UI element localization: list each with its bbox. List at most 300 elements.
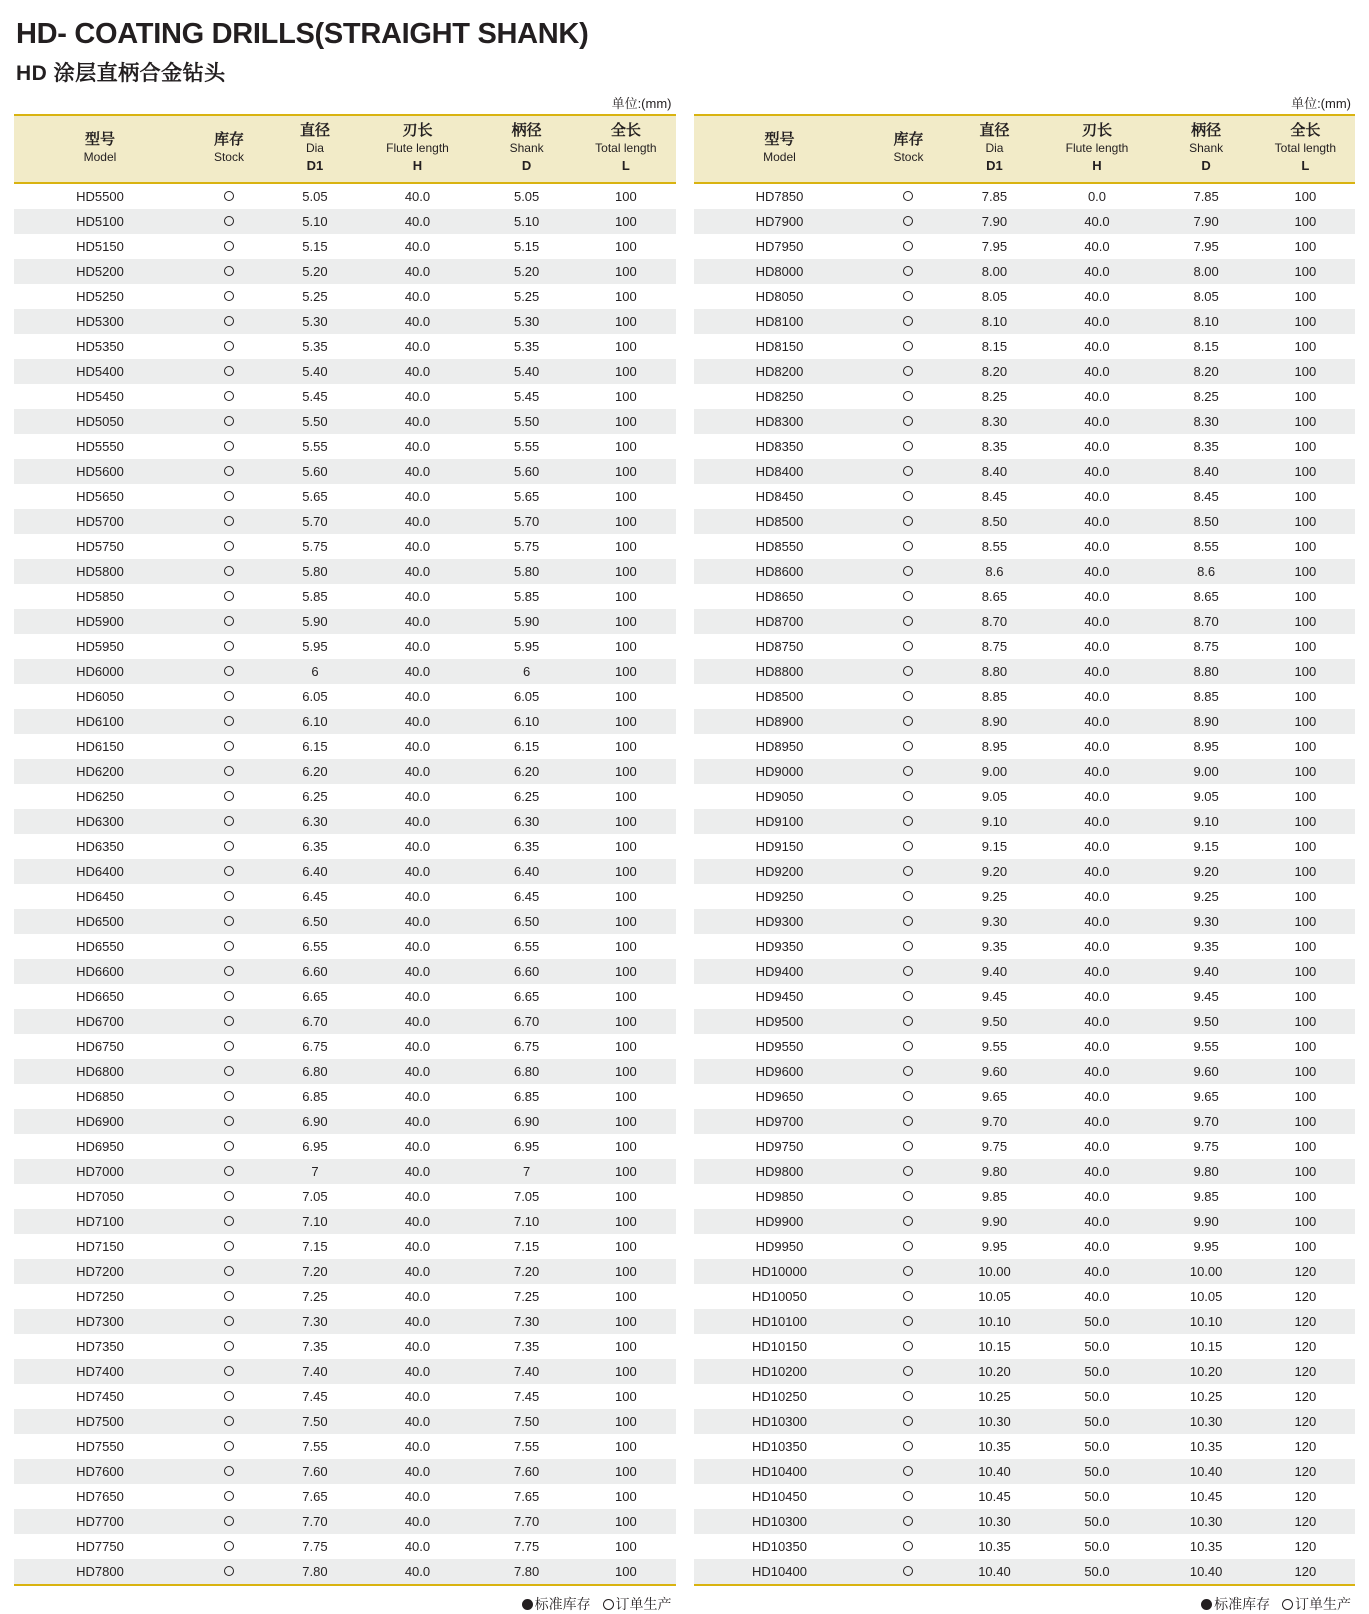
table-row	[694, 209, 1356, 234]
cell-model: HD9900	[755, 1214, 804, 1229]
open-circle-icon	[224, 1366, 234, 1376]
open-circle-icon	[903, 966, 913, 976]
cell-stock	[186, 1309, 272, 1334]
cell-total: 100	[615, 539, 637, 554]
cell-shank: 6.55	[513, 939, 540, 954]
cell-flute: 40.0	[404, 1439, 431, 1454]
cell-dia: 6.95	[302, 1139, 328, 1154]
cell-dia: 10.15	[978, 1339, 1011, 1354]
open-circle-icon	[224, 666, 234, 676]
cell-flute: 40.0	[404, 1214, 431, 1229]
cell-total: 100	[1294, 889, 1317, 904]
cell-stock	[865, 1309, 951, 1334]
cell-flute: 40.0	[1084, 1139, 1110, 1154]
open-circle-icon	[903, 516, 913, 526]
table-row	[694, 709, 1356, 734]
table-row	[14, 1459, 676, 1484]
cell-model: HD6450	[76, 889, 124, 904]
open-circle-icon	[224, 1466, 234, 1476]
open-circle-icon	[224, 616, 234, 626]
open-circle-icon	[903, 1391, 913, 1401]
cell-stock	[865, 484, 951, 509]
cell-model: HD9600	[755, 1064, 804, 1079]
cell-dia: 5.60	[302, 464, 328, 479]
cell-shank: 9.45	[1193, 989, 1219, 1004]
cell-stock	[865, 1334, 951, 1359]
table-row	[14, 1534, 676, 1559]
cell-shank: 9.80	[1193, 1164, 1219, 1179]
cell-stock	[865, 734, 951, 759]
cell-dia: 6.85	[302, 1089, 328, 1104]
cell-dia: 10.20	[978, 1364, 1011, 1379]
open-circle-icon	[903, 341, 913, 351]
cell-shank: 10.35	[1189, 1539, 1223, 1554]
col-header-model	[14, 115, 186, 183]
open-circle-icon	[224, 291, 234, 301]
cell-shank: 10.25	[1189, 1389, 1223, 1404]
cell-flute: 40.0	[404, 939, 431, 954]
cell-model: HD7900	[755, 214, 804, 229]
cell-total: 100	[1294, 514, 1317, 529]
cell-stock	[865, 1384, 951, 1409]
cell-stock	[186, 209, 272, 234]
cell-shank: 6.80	[513, 1064, 540, 1079]
open-circle-icon	[903, 991, 913, 1001]
cell-dia: 7.30	[302, 1314, 328, 1329]
col-header-shank-en: Shank	[509, 140, 544, 155]
cell-flute: 40.0	[404, 739, 431, 754]
open-circle-icon	[903, 1316, 913, 1326]
cell-dia: 9.80	[981, 1164, 1008, 1179]
cell-model: HD7450	[76, 1389, 124, 1404]
open-circle-icon	[903, 616, 913, 626]
cell-total: 100	[615, 189, 637, 204]
open-circle-icon	[903, 366, 913, 376]
cell-total: 100	[1294, 339, 1317, 354]
open-circle-icon	[903, 591, 913, 601]
cell-shank: 8.50	[1193, 514, 1219, 529]
cell-total: 100	[615, 789, 637, 804]
table-row	[694, 834, 1356, 859]
cell-shank: 8.05	[1193, 289, 1219, 304]
open-circle-icon	[224, 991, 234, 1001]
cell-dia: 8.20	[981, 364, 1008, 379]
cell-model: HD6600	[76, 964, 124, 979]
cell-model: HD9550	[755, 1039, 804, 1054]
cell-total: 120	[1294, 1339, 1317, 1354]
cell-stock	[865, 434, 951, 459]
cell-stock	[186, 1334, 272, 1359]
cell-flute: 40.0	[404, 864, 431, 879]
table-row	[14, 1009, 676, 1034]
cell-shank: 9.15	[1193, 839, 1219, 854]
cell-total: 100	[1294, 764, 1317, 779]
cell-stock	[186, 609, 272, 634]
open-circle-icon	[224, 691, 234, 701]
open-circle-icon	[903, 491, 913, 501]
open-circle-icon	[224, 1341, 234, 1351]
cell-model: HD8750	[755, 639, 804, 654]
cell-flute: 50.0	[1084, 1439, 1110, 1454]
open-circle-icon	[903, 1241, 913, 1251]
cell-shank: 8.45	[1193, 489, 1219, 504]
cell-stock	[865, 659, 951, 684]
open-circle-icon	[903, 441, 913, 451]
cell-shank: 6.05	[513, 689, 540, 704]
cell-stock	[186, 1434, 272, 1459]
col-header-shank-cn: 柄径	[511, 122, 542, 139]
cell-dia: 7.15	[302, 1239, 328, 1254]
cell-total: 100	[615, 589, 637, 604]
open-circle-icon	[903, 1341, 913, 1351]
cell-dia: 5.55	[302, 439, 328, 454]
cell-total: 100	[1294, 564, 1317, 579]
cell-dia: 9.65	[981, 1089, 1008, 1104]
table-row	[694, 734, 1356, 759]
cell-model: HD8650	[755, 589, 804, 604]
open-circle-icon	[224, 341, 234, 351]
cell-total: 100	[615, 1414, 637, 1429]
cell-dia: 7.40	[302, 1364, 328, 1379]
cell-dia: 7.60	[302, 1464, 328, 1479]
cell-model: HD8250	[755, 389, 804, 404]
cell-shank: 6.85	[513, 1089, 540, 1104]
cell-flute: 40.0	[1084, 914, 1110, 929]
cell-total: 100	[615, 214, 637, 229]
cell-model: HD5850	[76, 589, 124, 604]
cell-stock	[186, 1359, 272, 1384]
cell-total: 100	[1294, 1189, 1317, 1204]
open-circle-icon	[903, 916, 913, 926]
cell-flute: 40.0	[1084, 1189, 1110, 1204]
cell-dia: 8.05	[981, 289, 1008, 304]
cell-dia: 8.85	[981, 689, 1008, 704]
cell-stock	[186, 784, 272, 809]
table-row	[694, 959, 1356, 984]
open-circle-icon	[903, 1091, 913, 1101]
cell-stock	[865, 784, 951, 809]
cell-shank: 8.30	[1193, 414, 1219, 429]
cell-total: 100	[615, 564, 637, 579]
cell-model: HD9500	[755, 1014, 804, 1029]
cell-stock	[865, 859, 951, 884]
cell-dia: 8.55	[981, 539, 1008, 554]
cell-total: 100	[615, 1364, 637, 1379]
cell-stock	[186, 259, 272, 284]
cell-shank: 6.20	[513, 764, 540, 779]
cell-model: HD10000	[752, 1264, 807, 1279]
cell-total: 100	[615, 439, 637, 454]
cell-flute: 50.0	[1084, 1414, 1110, 1429]
cell-dia: 10.00	[978, 1264, 1011, 1279]
table-row	[14, 584, 676, 609]
cell-model: HD5900	[76, 614, 124, 629]
cell-stock	[186, 183, 272, 209]
cell-dia: 6.35	[302, 839, 328, 854]
cell-stock	[186, 1109, 272, 1134]
legend-made-to-order	[1282, 1596, 1351, 1612]
cell-stock	[865, 1084, 951, 1109]
open-circle-icon	[903, 416, 913, 426]
cell-shank: 9.10	[1193, 814, 1219, 829]
cell-flute: 40.0	[1084, 639, 1110, 654]
open-circle-icon	[224, 416, 234, 426]
open-circle-icon	[903, 1116, 913, 1126]
cell-stock	[186, 284, 272, 309]
cell-total: 100	[1294, 1239, 1317, 1254]
table-row	[14, 1359, 676, 1384]
open-circle-icon	[903, 1166, 913, 1176]
cell-model: HD5600	[76, 464, 124, 479]
cell-flute: 40.0	[404, 239, 431, 254]
cell-total: 120	[1294, 1439, 1317, 1454]
cell-model: HD7000	[76, 1164, 124, 1179]
cell-flute: 40.0	[1084, 539, 1110, 554]
cell-total: 100	[615, 1064, 637, 1079]
table-row	[14, 1334, 676, 1359]
cell-shank: 10.40	[1189, 1464, 1223, 1479]
cell-model: HD10300	[752, 1514, 807, 1529]
cell-flute: 40.0	[404, 1464, 431, 1479]
cell-shank: 8.35	[1193, 439, 1219, 454]
open-circle-icon	[903, 1416, 913, 1426]
cell-flute: 40.0	[404, 1364, 431, 1379]
cell-stock	[186, 1134, 272, 1159]
cell-shank: 5.15	[513, 239, 540, 254]
table-row	[14, 959, 676, 984]
col-header-flute-cn: 刃长	[402, 122, 433, 139]
cell-model: HD7050	[76, 1189, 124, 1204]
col-header-dia	[951, 115, 1037, 183]
cell-dia: 8.10	[981, 314, 1008, 329]
col-header-total-en: Total length	[595, 140, 657, 155]
open-circle-icon	[224, 541, 234, 551]
cell-flute: 40.0	[1084, 1214, 1110, 1229]
cell-model: HD6500	[76, 914, 124, 929]
cell-shank: 9.25	[1193, 889, 1219, 904]
cell-shank: 9.40	[1193, 964, 1219, 979]
cell-total: 100	[1294, 1139, 1317, 1154]
table-row	[694, 1034, 1356, 1059]
cell-stock	[865, 959, 951, 984]
cell-stock	[186, 1209, 272, 1234]
cell-stock	[186, 509, 272, 534]
cell-model: HD8550	[755, 539, 804, 554]
cell-shank: 7.30	[513, 1314, 540, 1329]
cell-model: HD5450	[76, 389, 124, 404]
cell-shank: 7.45	[513, 1389, 540, 1404]
open-circle-icon	[903, 1516, 913, 1526]
cell-model: HD7800	[14, 1559, 186, 1585]
table-row	[14, 1509, 676, 1534]
cell-total: 100	[1294, 964, 1317, 979]
open-circle-icon	[224, 716, 234, 726]
col-header-dia	[272, 115, 358, 183]
table-row	[694, 459, 1356, 484]
table-body-left	[14, 183, 676, 1585]
cell-shank: 9.55	[1193, 1039, 1219, 1054]
cell-dia: 9.00	[981, 764, 1008, 779]
cell-shank: 10.30	[1189, 1414, 1223, 1429]
cell-dia: 6.60	[302, 964, 328, 979]
cell-shank: 7.20	[513, 1264, 540, 1279]
cell-model: HD8200	[755, 364, 804, 379]
cell-dia: 8.70	[981, 614, 1008, 629]
cell-shank: 5.85	[513, 589, 540, 604]
open-circle-icon	[903, 641, 913, 651]
table-row	[14, 1384, 676, 1409]
open-circle-icon	[224, 891, 234, 901]
cell-dia: 6.55	[302, 939, 328, 954]
cell-flute: 40.0	[1084, 664, 1110, 679]
cell-flute: 40.0	[1084, 1089, 1110, 1104]
cell-shank: 5.60	[513, 464, 540, 479]
cell-total: 100	[615, 1314, 637, 1329]
cell-model: HD8700	[755, 614, 804, 629]
cell-total: 100	[1294, 814, 1317, 829]
cell-dia: 8.00	[981, 264, 1008, 279]
cell-total: 100	[1294, 1114, 1317, 1129]
cell-dia: 5.25	[302, 289, 328, 304]
cell-stock	[865, 1209, 951, 1234]
cell-model: HD6700	[76, 1014, 124, 1029]
cell-total: 100	[615, 1239, 637, 1254]
open-circle-icon	[224, 316, 234, 326]
table-row	[14, 859, 676, 884]
open-circle-icon	[903, 741, 913, 751]
cell-stock	[865, 359, 951, 384]
cell-shank: 9.85	[1193, 1189, 1219, 1204]
cell-dia: 9.30	[981, 914, 1008, 929]
cell-model: HD5050	[76, 414, 124, 429]
col-header-model-en: Model	[83, 149, 117, 164]
open-circle-icon	[903, 1491, 913, 1501]
cell-shank: 8.70	[1193, 614, 1219, 629]
cell-shank: 9.30	[1193, 914, 1219, 929]
cell-model: HD10300	[752, 1414, 807, 1429]
cell-dia: 7.10	[302, 1214, 328, 1229]
cell-dia: 8.35	[981, 439, 1008, 454]
open-circle-icon	[903, 541, 913, 551]
table-row	[14, 934, 676, 959]
cell-dia: 7.45	[302, 1389, 328, 1404]
cell-stock	[865, 1509, 951, 1534]
cell-shank: 6.30	[513, 814, 540, 829]
cell-dia: 5.40	[302, 364, 328, 379]
cell-model: HD9150	[755, 839, 804, 854]
table-row	[14, 1084, 676, 1109]
table-row	[14, 984, 676, 1009]
cell-dia: 10.40	[951, 1559, 1037, 1585]
cell-model: HD9850	[755, 1189, 804, 1204]
cell-model: HD6800	[76, 1064, 124, 1079]
cell-stock	[865, 309, 951, 334]
cell-flute: 40.0	[404, 914, 431, 929]
cell-total: 120	[1294, 1389, 1317, 1404]
table-row	[694, 884, 1356, 909]
cell-model: HD9050	[755, 789, 804, 804]
table-row	[14, 1034, 676, 1059]
cell-model: HD7650	[76, 1489, 124, 1504]
open-circle-icon	[903, 1441, 913, 1451]
cell-stock	[865, 1034, 951, 1059]
open-circle-icon	[903, 691, 913, 701]
cell-total: 100	[615, 664, 637, 679]
col-header-dia-en: Dia	[305, 140, 324, 155]
open-circle-icon	[903, 1541, 913, 1551]
cell-stock	[186, 959, 272, 984]
cell-shank: 6.10	[513, 714, 540, 729]
cell-stock	[186, 934, 272, 959]
cell-stock	[186, 409, 272, 434]
cell-shank: 9.05	[1193, 789, 1219, 804]
open-circle-icon	[903, 316, 913, 326]
cell-stock	[186, 909, 272, 934]
cell-shank: 8.6	[1197, 564, 1216, 579]
cell-shank: 5.40	[513, 364, 540, 379]
cell-total: 100	[1294, 314, 1317, 329]
cell-flute: 50.0	[1084, 1364, 1110, 1379]
cell-total: 100	[615, 289, 637, 304]
unit-label-left: 单位:(mm)	[611, 96, 672, 111]
cell-dia: 6.75	[302, 1039, 328, 1054]
cell-stock	[865, 534, 951, 559]
cell-flute: 40.0	[404, 414, 431, 429]
cell-total: 100	[615, 1189, 637, 1204]
cell-stock	[186, 434, 272, 459]
open-circle-icon	[224, 241, 234, 251]
cell-dia: 10.45	[978, 1489, 1011, 1504]
cell-dia: 10.35	[978, 1539, 1011, 1554]
cell-flute: 40.0	[1084, 739, 1110, 754]
table-row	[694, 1209, 1356, 1234]
cell-flute: 50.0	[1084, 1339, 1110, 1354]
col-header-shank	[477, 115, 576, 183]
open-circle-icon	[903, 216, 913, 226]
table-row	[694, 984, 1356, 1009]
cell-flute: 40.0	[404, 1164, 431, 1179]
cell-stock	[865, 684, 951, 709]
cell-total: 100	[1294, 1039, 1317, 1054]
table-row	[14, 1484, 676, 1509]
cell-dia: 7	[311, 1164, 319, 1179]
col-header-stock	[865, 115, 951, 183]
cell-model: HD10350	[752, 1439, 807, 1454]
table-row	[694, 234, 1356, 259]
table-row	[694, 609, 1356, 634]
table-row	[694, 1359, 1356, 1384]
cell-dia: 8.15	[981, 339, 1008, 354]
cell-dia: 8.75	[981, 639, 1008, 654]
table-row	[694, 809, 1356, 834]
cell-dia: 8.80	[981, 664, 1008, 679]
cell-flute: 40.0	[404, 989, 431, 1004]
cell-model: HD10200	[752, 1364, 807, 1379]
table-row	[694, 484, 1356, 509]
cell-total: 100	[615, 1389, 637, 1404]
cell-model: HD6250	[76, 789, 124, 804]
cell-flute: 40.0	[1084, 289, 1110, 304]
cell-model: HD6300	[76, 814, 124, 829]
cell-flute: 40.0	[1084, 264, 1110, 279]
cell-dia: 10.05	[978, 1289, 1011, 1304]
cell-dia: 7.70	[302, 1514, 328, 1529]
table-row	[14, 234, 676, 259]
col-header-flute-sym: H	[1092, 157, 1102, 173]
table-row	[694, 1184, 1356, 1209]
cell-model: HD5700	[76, 514, 124, 529]
cell-model: HD9300	[755, 914, 804, 929]
